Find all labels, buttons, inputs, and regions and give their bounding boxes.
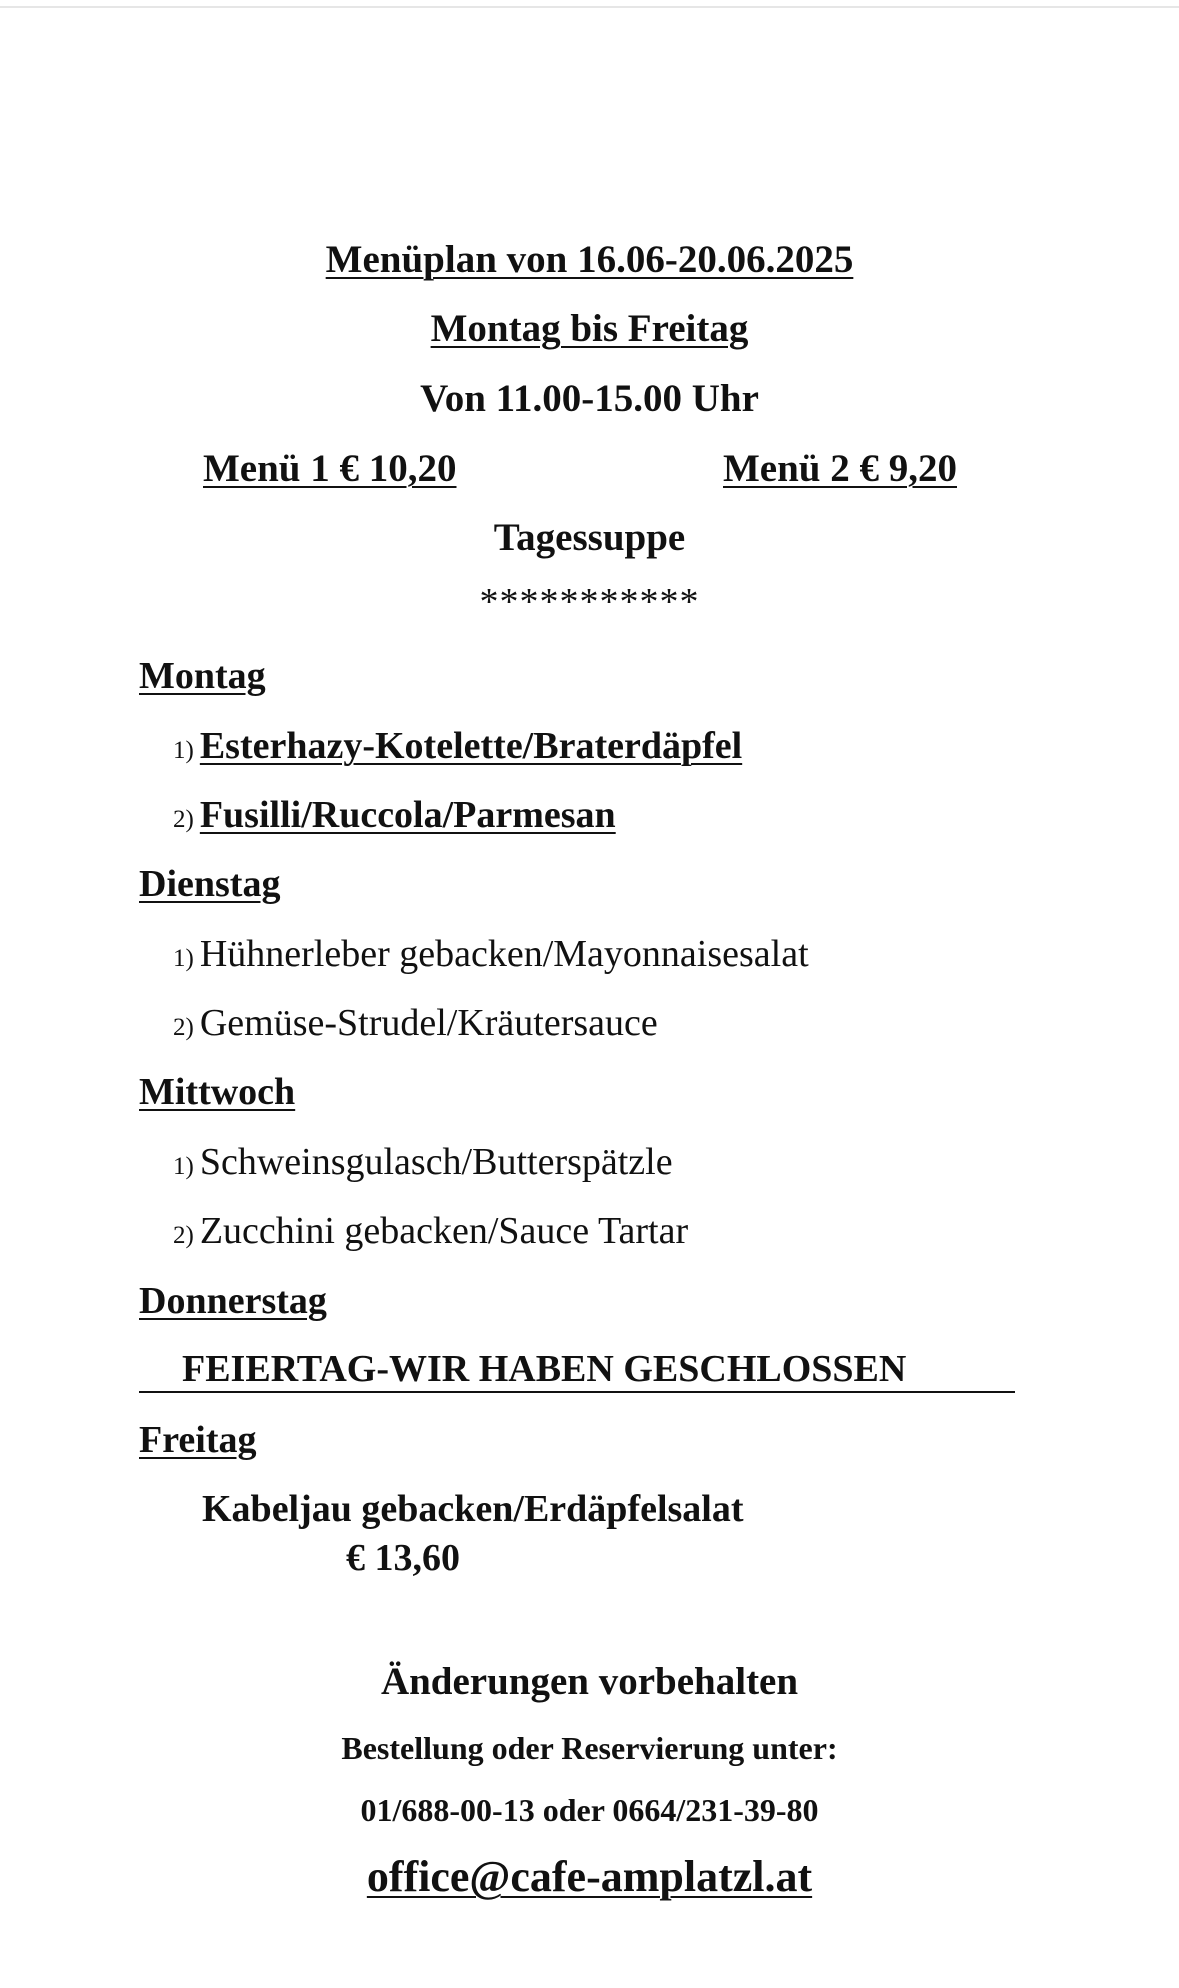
tuesday-item-2: 2) Gemüse-Strudel/Kräutersauce: [173, 1002, 658, 1044]
top-divider: [0, 6, 1179, 8]
monday-item-1: 1) Esterhazy-Kotelette/Braterdäpfel: [173, 725, 743, 767]
closed-notice: FEIERTAG-WIR HABEN GESCHLOSSEN: [139, 1350, 1015, 1393]
wednesday-item-1: 1) Schweinsgulasch/Butterspätzle: [173, 1141, 673, 1183]
menu-title: Menüplan von 16.06-20.06.2025: [325, 238, 854, 281]
soup-label: Tagessuppe: [493, 516, 686, 559]
menu-1-price: Menü 1 € 10,20: [203, 447, 457, 490]
day-monday: Montag: [139, 655, 266, 697]
tuesday-item-1: 1) Hühnerleber gebacken/Mayonnaisesalat: [173, 933, 809, 975]
email-link-wrap: [0, 1852, 1179, 1901]
monday-item-2: 2) Fusilli/Ruccola/Parmesan: [173, 794, 616, 836]
days-range: Montag bis Freitag: [430, 307, 749, 350]
friday-special-price: € 13,60: [346, 1537, 460, 1579]
order-label: Bestellung oder Reservierung unter:: [341, 1730, 838, 1766]
changes-notice: Änderungen vorbehalten: [380, 1660, 799, 1703]
opening-hours: Von 11.00-15.00 Uhr: [420, 377, 759, 420]
menu-2-price: Menü 2 € 9,20: [723, 447, 957, 490]
day-thursday: Donnerstag: [139, 1280, 327, 1322]
day-tuesday: Dienstag: [139, 863, 281, 905]
friday-special: Kabeljau gebacken/Erdäpfelsalat: [202, 1488, 744, 1530]
separator: ***********: [479, 581, 700, 623]
day-wednesday: Mittwoch: [139, 1071, 296, 1113]
email-link[interactable]: office@cafe-amplatzl.at: [366, 1852, 813, 1901]
day-friday: Freitag: [139, 1419, 257, 1461]
wednesday-item-2: 2) Zucchini gebacken/Sauce Tartar: [173, 1210, 689, 1252]
phone-numbers: 01/688-00-13 oder 0664/231-39-80: [360, 1792, 819, 1828]
